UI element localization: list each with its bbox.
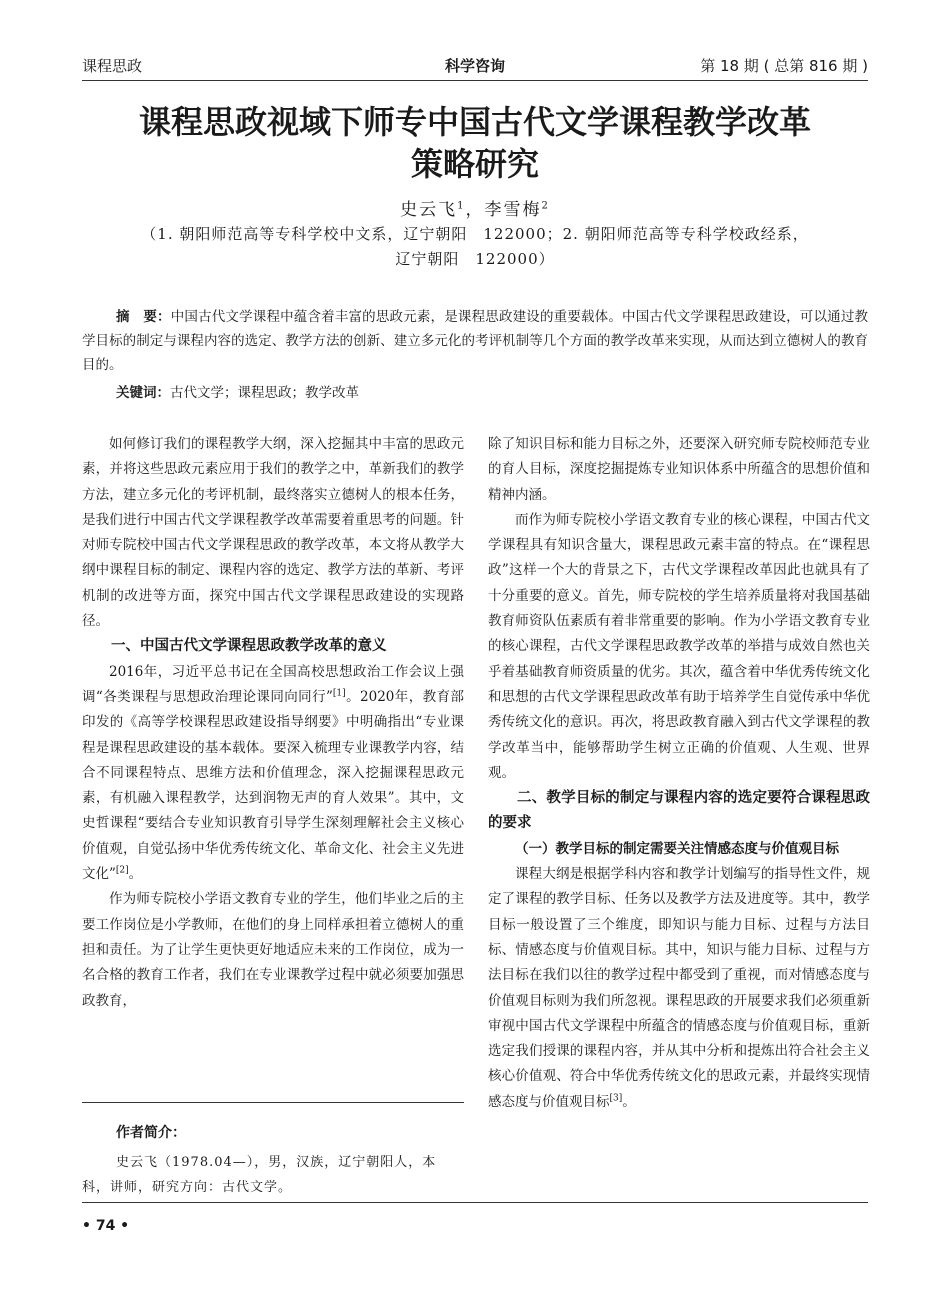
paragraph: 如何修订我们的课程教学大纲，深入挖掘其中丰富的思政元素，并将这些思政元素应用于我们的教学之中，革新我们的教学方法，建立多元化的考评机制，最终落实立德树人的根本任务，是我们进行中国古代文学课程教学改革需要着重思考的问题。针对师专院校中国古代文学课程思政的教学改革，本文将从教学大纲中课程目标的制定、课程内容的选定、教学方法的革新、考评机制的改进等方面，探究中国古代文学课程思政建设的实现路径。 xyxy=(82,436,464,630)
keywords xyxy=(116,381,868,405)
paragraph-text: 。 xyxy=(128,866,143,883)
header-journal: 科学咨询 xyxy=(444,57,505,75)
abstract xyxy=(82,305,868,377)
section-heading-1: 一、中国古代文学课程思政教学改革的意义 xyxy=(111,638,387,655)
paragraph xyxy=(488,862,870,1115)
header-rule xyxy=(82,80,868,81)
author-separator: ， xyxy=(465,200,485,220)
body-left-column xyxy=(82,432,464,1014)
title-line-2: 策略研究 xyxy=(410,145,539,183)
footnote-title: 作者简介： xyxy=(116,1125,186,1141)
subsection-heading: （一）教学目标的制定需要关注情感态度与价值观目标 xyxy=(515,840,839,857)
footer-rule xyxy=(82,1202,868,1203)
page-number: • 74 • xyxy=(82,1218,130,1234)
paragraph-text: 课程大纲是根据学科内容和教学计划编写的指导性文件，规定了课程的教学目标、任务以及教学方法及进度等。其中，教学目标一般设置了三个维度，即知识与能力目标、过程与方法目标、情感态度与价值观目标。其中，知识与能力目标、过程与方法目标在我们以往的教学过程中都受到了重视，而对情感态度与价值观目标则为我们所忽视。课程思政的开展要求我们必须重新审视中国古代文学课程中所蕴含的情感态度与价值观目标，重新选定我们授课的课程内容，并从其中分析和提炼出符合社会主义核心价值观、符合中华优秀传统文化的思政元素，并最终实现情感态度与价值观目标 xyxy=(488,866,870,1110)
citation-ref: [3] xyxy=(609,1093,623,1104)
author-1-mark: 1 xyxy=(457,200,466,212)
affiliation-line-1: （1. 朝阳师范高等专科学校中文系，辽宁朝阳 122000；2. 朝阳师范高等专科学校政经系， xyxy=(141,225,809,243)
footnote-text: 史云飞（1978.04—），男，汉族，辽宁朝阳人，本科，讲师，研究方向：古代文学。 xyxy=(82,1155,437,1195)
body-right-column xyxy=(488,432,870,1115)
authors xyxy=(0,195,950,220)
title-line-1: 课程思政视域下师专中国古代文学课程教学改革 xyxy=(138,103,811,141)
affiliations xyxy=(75,222,875,272)
paragraph-text: 。 xyxy=(622,1093,636,1110)
citation-ref: [1] xyxy=(332,688,346,699)
running-header xyxy=(82,55,868,77)
paragraph: 作为师专院校小学语文教育专业的学生，他们毕业之后的主要工作岗位是小学教师，在他们的身上同样承担着立德树人的重担和责任。为了让学生更快更好地适应未来的工作岗位，成为一名合格的教育工作者，我们在专业课教学过程中就必须要加强思政教育， xyxy=(82,891,464,1009)
citation-ref: [2] xyxy=(115,865,129,876)
header-issue: 第 18 期 ( 总第 816 期 ) xyxy=(700,57,868,75)
paragraph: 而作为师专院校小学语文教育专业的核心课程，中国古代文学课程具有知识含量大，课程思政元素丰富的特点。在“课程思政”这样一个大的背景之下，古代文学课程改革因此也就具有了十分重要的意义。首先，师专院校的学生培养质量将对我国基础教育师资队伍素质有着非常重要的影响。作为小学语文教育专业的核心课程，古代文学课程思政教学改革的举措与成效自然也关乎着基础教育师资质量的优劣。其次，蕴含着中华优秀传统文化和思想的古代文学课程思政改革有助于培养学生自觉传承中华优秀传统文化的意识。再次，将思政教育融入到古代文学课程的教学改革当中，能够帮助学生树立正确的价值观、人生观、世界观。 xyxy=(488,511,870,781)
paragraph-text: 。2020年，教育部印发的《高等学校课程思政建设指导纲要》中明确指出“专业课程是课程思政建设的基本载体。要深入梳理专业课教学内容，结合不同课程特点、思维方法和价值理念，深入挖掘课程思政元素，有机融入课程教学，达到润物无声的育人效果”。其中，文史哲课程“要结合专业知识教育引导学生深刻理解社会主义核心价值观，自觉弘扬中华优秀传统文化、革命文化、社会主义先进文化” xyxy=(82,688,464,883)
article-title xyxy=(60,101,890,185)
author-2-mark: 2 xyxy=(541,200,550,212)
abstract-text: 中国古代文学课程中蕴含着丰富的思政元素，是课程思政建设的重要载体。中国古代文学课程思政建设，可以通过教学目标的制定与课程内容的选定、教学方法的创新、建立多元化的考评机制等几个方面的教学改革来实现，从而达到立德树人的教育目的。 xyxy=(82,309,869,373)
paragraph xyxy=(82,660,464,888)
affiliation-line-2: 辽宁朝阳 122000） xyxy=(395,250,555,268)
keywords-label: 关键词： xyxy=(116,385,170,401)
author-1: 史云飞 xyxy=(400,200,458,220)
keywords-text: 古代文学；课程思政；教学改革 xyxy=(170,385,359,401)
author-2: 李雪梅 xyxy=(484,200,542,220)
paragraph-text: 2016年，习近平总书记在全国高校思想政治工作会议上强调“各类课程与思想政治理论课同向同行” xyxy=(82,663,464,705)
footnote-rule xyxy=(82,1102,464,1103)
section-heading-2: 二、教学目标的制定与课程内容的选定要符合课程思政的要求 xyxy=(488,790,870,832)
header-section: 课程思政 xyxy=(82,57,143,75)
paragraph: 除了知识目标和能力目标之外，还要深入研究师专院校师范专业的育人目标，深度挖掘提炼专业知识体系中所蕴含的思想价值和精神内涵。 xyxy=(488,436,870,503)
abstract-label: 摘 要： xyxy=(116,309,171,325)
